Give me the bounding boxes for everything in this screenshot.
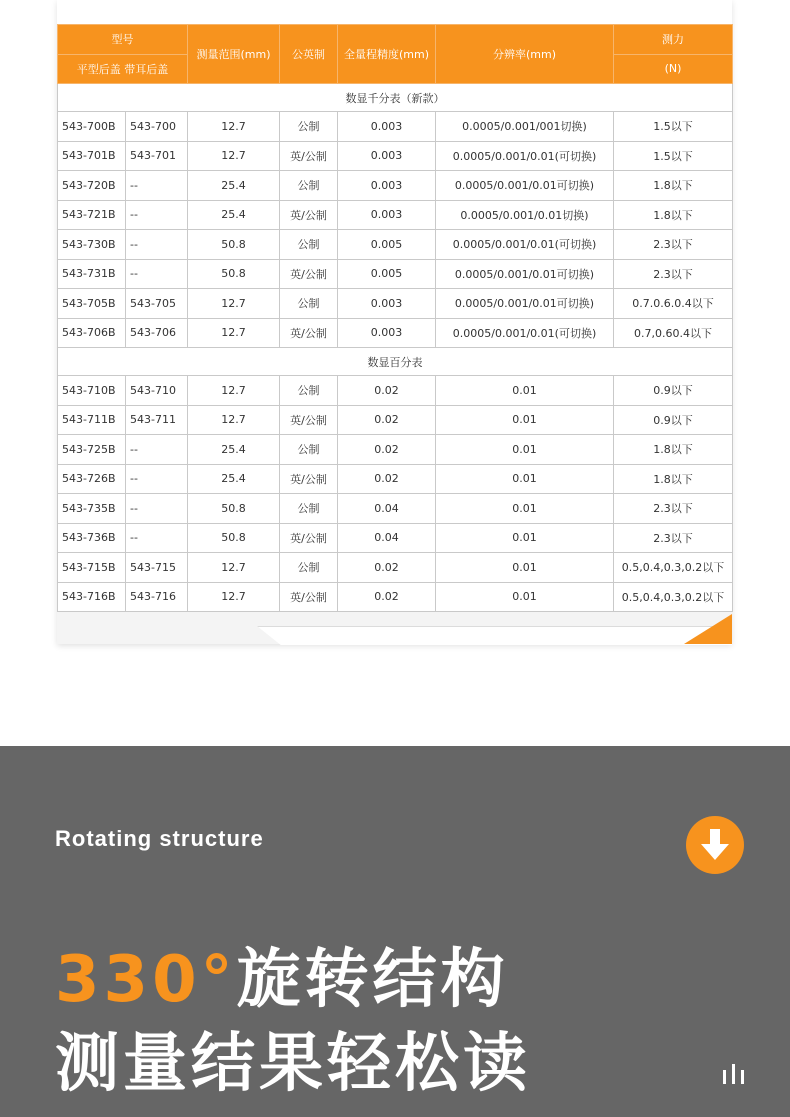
cell-system: 英/公制 xyxy=(280,200,338,230)
cell-range: 12.7 xyxy=(188,318,280,348)
bars-icon xyxy=(722,1064,746,1086)
cell-resolution: 0.01 xyxy=(436,582,614,612)
cell-model-flat: 543-736B xyxy=(58,523,126,553)
cell-accuracy: 0.02 xyxy=(338,464,436,494)
cell-force: 0.9以下 xyxy=(614,405,733,435)
cell-force: 2.3以下 xyxy=(614,230,733,260)
cell-accuracy: 0.02 xyxy=(338,553,436,583)
cell-accuracy: 0.02 xyxy=(338,405,436,435)
cell-force: 0.5,0.4,0.3,0.2以下 xyxy=(614,582,733,612)
cell-accuracy: 0.003 xyxy=(338,141,436,171)
cell-model-ear: 543-705 xyxy=(126,289,188,319)
headline-rest: 旋转结构 xyxy=(236,943,509,1017)
cell-accuracy: 0.02 xyxy=(338,435,436,465)
cell-model-ear: -- xyxy=(126,259,188,289)
cell-model-flat: 543-716B xyxy=(58,582,126,612)
cell-resolution: 0.01 xyxy=(436,553,614,583)
cell-resolution: 0.01 xyxy=(436,435,614,465)
table-row xyxy=(58,464,733,494)
cell-range: 12.7 xyxy=(188,376,280,406)
cell-accuracy: 0.02 xyxy=(338,582,436,612)
table-row xyxy=(58,171,733,201)
sheet-bottom-tab xyxy=(257,626,732,645)
cell-resolution: 0.0005/0.001/001切换) xyxy=(436,112,614,142)
table-row xyxy=(58,141,733,171)
cell-force: 0.7.0.6.0.4以下 xyxy=(614,289,733,319)
cell-model-flat: 543-705B xyxy=(58,289,126,319)
table-row xyxy=(58,289,733,319)
cell-model-flat: 543-700B xyxy=(58,112,126,142)
header-accuracy: 全量程精度(mm) xyxy=(338,25,436,84)
cell-resolution: 0.0005/0.001/0.01可切换) xyxy=(436,289,614,319)
cell-system: 英/公制 xyxy=(280,318,338,348)
table-row xyxy=(58,553,733,583)
cell-system: 公制 xyxy=(280,494,338,524)
table-row xyxy=(58,494,733,524)
cell-model-ear: 543-700 xyxy=(126,112,188,142)
cell-model-flat: 543-735B xyxy=(58,494,126,524)
cell-force: 1.8以下 xyxy=(614,171,733,201)
cell-model-ear: -- xyxy=(126,230,188,260)
table-row xyxy=(58,523,733,553)
cell-range: 50.8 xyxy=(188,494,280,524)
cell-system: 英/公制 xyxy=(280,582,338,612)
cell-model-ear: -- xyxy=(126,494,188,524)
cell-accuracy: 0.04 xyxy=(338,523,436,553)
cell-range: 12.7 xyxy=(188,405,280,435)
cell-model-ear: 543-706 xyxy=(126,318,188,348)
cell-model-flat: 543-726B xyxy=(58,464,126,494)
corner-fold-decoration xyxy=(684,614,732,644)
cell-accuracy: 0.003 xyxy=(338,112,436,142)
cell-resolution: 0.0005/0.001/0.01(可切换) xyxy=(436,318,614,348)
cell-range: 25.4 xyxy=(188,200,280,230)
cell-range: 50.8 xyxy=(188,230,280,260)
cell-force: 2.3以下 xyxy=(614,259,733,289)
cell-force: 1.8以下 xyxy=(614,200,733,230)
cell-model-flat: 543-711B xyxy=(58,405,126,435)
feature-headline xyxy=(55,940,509,1020)
cell-model-flat: 543-710B xyxy=(58,376,126,406)
cell-system: 英/公制 xyxy=(280,464,338,494)
cell-model-ear: 543-711 xyxy=(126,405,188,435)
cell-range: 25.4 xyxy=(188,435,280,465)
cell-accuracy: 0.005 xyxy=(338,259,436,289)
cell-system: 英/公制 xyxy=(280,259,338,289)
cell-accuracy: 0.04 xyxy=(338,494,436,524)
cell-accuracy: 0.005 xyxy=(338,230,436,260)
cell-range: 12.7 xyxy=(188,141,280,171)
table-row xyxy=(58,259,733,289)
cell-model-flat: 543-721B xyxy=(58,200,126,230)
feature-subtitle: Rotating structure xyxy=(55,826,264,851)
cell-model-ear: 543-715 xyxy=(126,553,188,583)
section-title-2: 数显百分表 xyxy=(58,348,733,376)
header-resolution: 分辨率(mm) xyxy=(436,25,614,84)
table-row xyxy=(58,318,733,348)
cell-model-flat: 543-731B xyxy=(58,259,126,289)
table-row xyxy=(58,435,733,465)
table-row xyxy=(58,200,733,230)
table-row xyxy=(58,112,733,142)
cell-resolution: 0.01 xyxy=(436,376,614,406)
header-range: 测量范围(mm) xyxy=(188,25,280,84)
cell-model-ear: 543-716 xyxy=(126,582,188,612)
cell-force: 2.3以下 xyxy=(614,494,733,524)
cell-resolution: 0.0005/0.001/0.01可切换) xyxy=(436,259,614,289)
header-force: 测力 xyxy=(614,25,733,55)
spec-table xyxy=(57,24,733,612)
cell-system: 公制 xyxy=(280,376,338,406)
cell-force: 1.5以下 xyxy=(614,141,733,171)
table-row xyxy=(58,582,733,612)
cell-range: 12.7 xyxy=(188,112,280,142)
cell-range: 50.8 xyxy=(188,523,280,553)
cell-force: 0.9以下 xyxy=(614,376,733,406)
cell-range: 12.7 xyxy=(188,553,280,583)
cell-force: 1.8以下 xyxy=(614,435,733,465)
table-row xyxy=(58,405,733,435)
cell-resolution: 0.0005/0.001/0.01(可切换) xyxy=(436,230,614,260)
cell-resolution: 0.0005/0.001/0.01(可切换) xyxy=(436,141,614,171)
cell-system: 公制 xyxy=(280,553,338,583)
cell-model-flat: 543-715B xyxy=(58,553,126,583)
cell-force: 0.5,0.4,0.3,0.2以下 xyxy=(614,553,733,583)
cell-model-flat: 543-701B xyxy=(58,141,126,171)
cell-model-ear: -- xyxy=(126,200,188,230)
cell-force: 1.5以下 xyxy=(614,112,733,142)
cell-accuracy: 0.003 xyxy=(338,289,436,319)
table-row xyxy=(58,376,733,406)
cell-range: 25.4 xyxy=(188,171,280,201)
cell-model-ear: 543-701 xyxy=(126,141,188,171)
cell-model-ear: -- xyxy=(126,523,188,553)
cell-force: 1.8以下 xyxy=(614,464,733,494)
cell-model-flat: 543-730B xyxy=(58,230,126,260)
cell-model-flat: 543-706B xyxy=(58,318,126,348)
cell-resolution: 0.0005/0.001/0.01可切换) xyxy=(436,171,614,201)
feature-headline-line2: 测量结果轻松读 xyxy=(55,1027,531,1101)
cell-model-ear: -- xyxy=(126,171,188,201)
cell-resolution: 0.01 xyxy=(436,464,614,494)
cell-system: 公制 xyxy=(280,435,338,465)
cell-range: 12.7 xyxy=(188,582,280,612)
cell-accuracy: 0.02 xyxy=(338,376,436,406)
cell-model-flat: 543-725B xyxy=(58,435,126,465)
cell-system: 英/公制 xyxy=(280,523,338,553)
cell-system: 公制 xyxy=(280,289,338,319)
cell-model-ear: -- xyxy=(126,435,188,465)
cell-resolution: 0.01 xyxy=(436,405,614,435)
cell-accuracy: 0.003 xyxy=(338,200,436,230)
cell-model-flat: 543-720B xyxy=(58,171,126,201)
cell-force: 2.3以下 xyxy=(614,523,733,553)
headline-accent: 330° xyxy=(55,943,237,1017)
cell-resolution: 0.01 xyxy=(436,494,614,524)
sheet-top-strip xyxy=(57,0,732,25)
spec-sheet xyxy=(57,0,732,644)
cell-system: 英/公制 xyxy=(280,141,338,171)
header-force-unit: (N) xyxy=(614,54,733,84)
cell-model-ear: -- xyxy=(126,464,188,494)
cell-system: 公制 xyxy=(280,171,338,201)
table-row xyxy=(58,230,733,260)
cell-accuracy: 0.003 xyxy=(338,171,436,201)
header-system: 公英制 xyxy=(280,25,338,84)
header-model: 型号 xyxy=(58,25,188,55)
cell-range: 50.8 xyxy=(188,259,280,289)
cell-force: 0.7,0.60.4以下 xyxy=(614,318,733,348)
cell-system: 公制 xyxy=(280,230,338,260)
cell-resolution: 0.0005/0.001/0.01切换) xyxy=(436,200,614,230)
cell-accuracy: 0.003 xyxy=(338,318,436,348)
cell-resolution: 0.01 xyxy=(436,523,614,553)
cell-range: 25.4 xyxy=(188,464,280,494)
cell-range: 12.7 xyxy=(188,289,280,319)
cell-system: 英/公制 xyxy=(280,405,338,435)
header-model-sub: 平型后盖 带耳后盖 xyxy=(58,54,188,84)
cell-model-ear: 543-710 xyxy=(126,376,188,406)
section-title-1: 数显千分表（新款） xyxy=(58,84,733,112)
cell-system: 公制 xyxy=(280,112,338,142)
arrow-down-icon xyxy=(686,816,744,874)
